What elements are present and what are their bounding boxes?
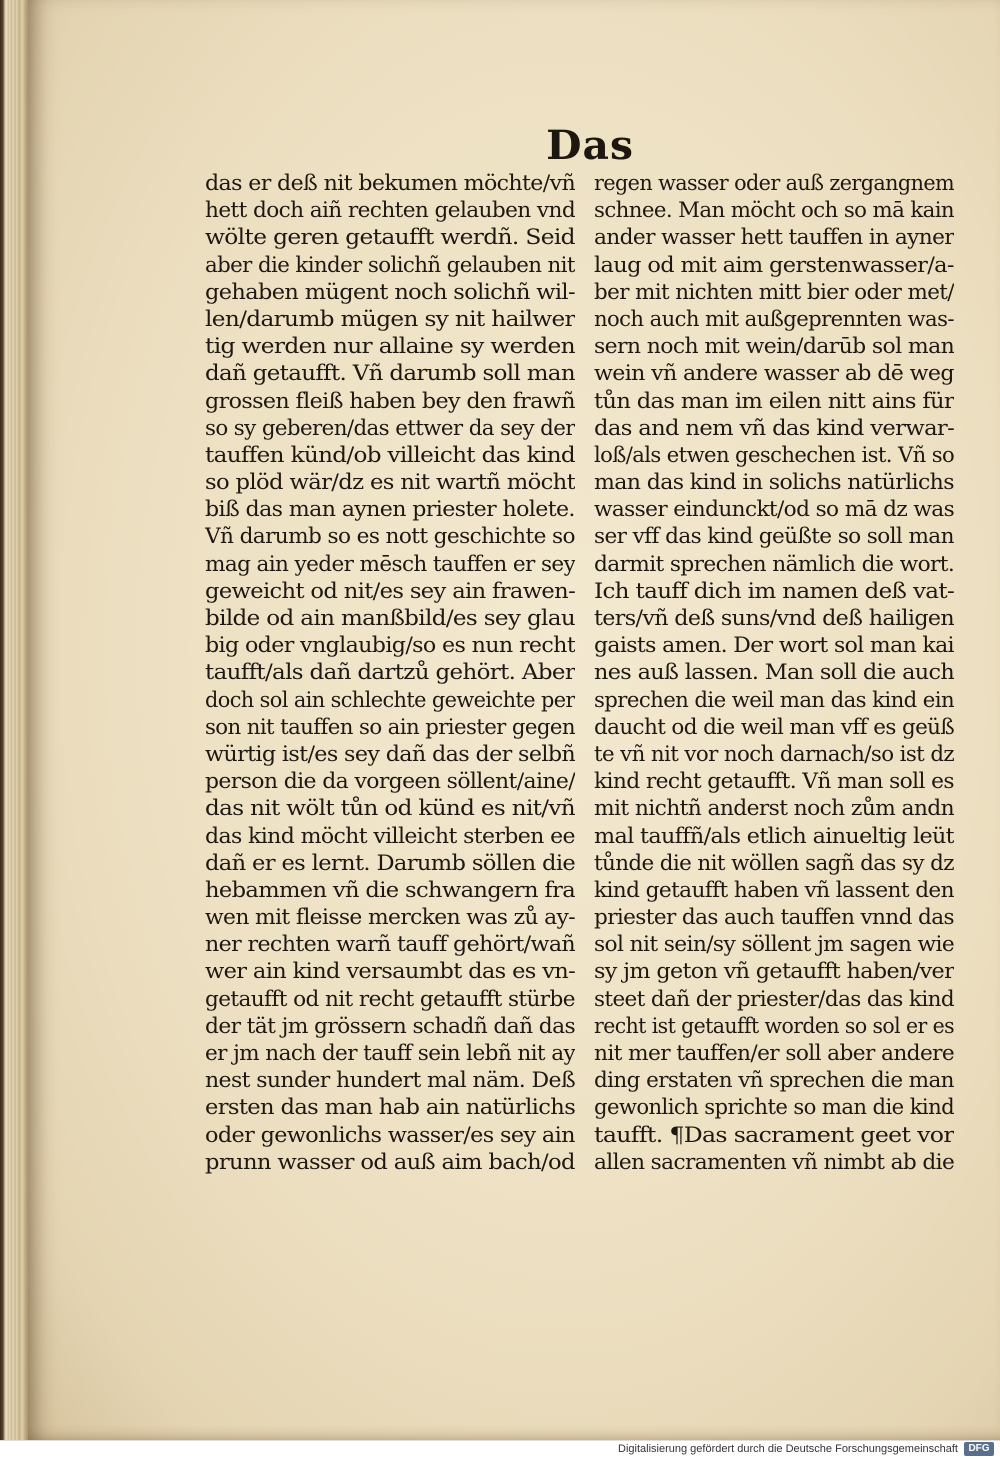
text-line: ding erstaten vñ sprechen die man [594,1068,954,1093]
text-line: gehaben mügent noch solichñ wil- [205,279,575,304]
text-line: len/darumb mügen sy nit hailwer [205,306,575,331]
running-head: Das [546,122,634,169]
text-line: steet dañ der priester/das das kind [594,986,954,1011]
text-line: bilde od ain manßbild/es sey glau [205,606,575,630]
text-line: wasser eindunckt/od so mā dz was [594,497,954,522]
text-line: grossen fleiß haben bey den frawñ [205,388,575,413]
text-line: ber mit nichten mitt bier oder met/ [594,279,954,304]
text-line: ersten das man hab ain natürlichs [205,1095,575,1120]
text-line: man das kind in solichs natürlichs [594,470,954,495]
text-line: tauffen künd/ob villeicht das kind [205,442,575,467]
text-line: Ich tauff dich im namen deß vat- [594,578,954,603]
text-line: kind recht getaufft. Vñ man soll es [594,769,954,794]
text-line: aber die kinder solichñ gelauben nit [205,252,575,277]
text-line: ser vff das kind geüßte so soll man [594,524,954,549]
text-line: biß das man aynen priester holete. [205,497,575,522]
text-line: dañ er es lernt. Darumb söllen die [205,850,575,875]
text-line: wein vñ andere wasser ab dē weg [594,361,954,386]
text-line: sol nit sein/sy söllent jm sagen wie [594,932,954,957]
dfg-logo-icon: DFG [964,1442,994,1456]
text-line: darmit sprechen nämlich die wort. [594,551,954,576]
text-line: daucht od die weil man vff es geüß [594,714,954,739]
text-line: tig werden nur allaine sy werden [205,334,575,359]
text-line: hebammen vñ die schwangern fra [205,877,575,902]
text-line: son nit tauffen so ain priester gegen [205,714,575,739]
text-line: sprechen die weil man das kind ein [594,687,954,712]
text-line: regen wasser oder auß zergangnem [594,171,954,195]
text-line: getaufft od nit recht getaufft stürbe [205,986,575,1011]
text-line: loß/als etwen geschechen ist. Vñ so [594,442,954,467]
text-line: nest sunder hundert mal näm. Deß [205,1068,575,1093]
text-line: ters/vñ deß suns/vnd deß hailigen [594,606,954,630]
text-line: nes auß lassen. Man soll die auch [594,660,954,685]
text-line: das nit wölt tůn od künd es nit/vñ [205,796,575,821]
text-line: gewonlich sprichte so man die kind [594,1095,954,1120]
text-line: geweicht od nit/es sey ain frawen- [205,578,575,603]
text-line: sy jm geton vñ getaufft haben/ver [594,959,954,984]
text-line: so sy geberen/das ettwer da sey der [205,415,575,440]
text-line: doch sol ain schlechte geweichte per [205,687,575,712]
text-line: ner rechten warñ tauff gehört/wañ [205,932,575,957]
text-line: big oder vnglaubig/so es nun recht [205,633,575,658]
text-line: taufft/als dañ dartzů gehört. Aber [205,660,575,685]
text-line: wer ain kind versaumbt das es vn- [205,959,575,984]
text-line: sern noch mit wein/darūb sol man [594,334,954,359]
text-line: mal tauffñ/als etlich ainueltig leüt [594,823,954,848]
left-text-column [205,170,575,1176]
text-line: wen mit fleisse mercken was zů ay- [205,905,575,930]
text-line: schnee. Man möcht och so mā kain [594,198,954,223]
text-line: würtig ist/es sey dañ das der selbñ [205,741,575,766]
funding-credit: Digitalisierung gefördert durch die Deutsche Forschungsgemeinschaft [618,1443,958,1455]
text-line: hett doch aiñ rechten gelauben vnd [205,198,575,223]
text-line: das kind möcht villeicht sterben ee [205,823,575,848]
text-line: das er deß nit bekumen möchte/vñ [205,171,575,195]
text-line: noch auch mit außgeprennten was- [594,306,954,331]
text-line: priester das auch tauffen vnnd das [594,905,954,930]
text-line: te vñ nit vor noch darnach/so ist dz [594,741,954,766]
text-line: oder gewonlichs wasser/es sey ain [205,1122,575,1147]
text-line: wölte geren getaufft werdñ. Seid [205,225,575,250]
text-line: allen sacramenten vñ nimbt ab die [594,1149,954,1174]
right-text-column [594,170,954,1176]
text-line: der tät jm grössern schadñ dañ das [205,1013,575,1038]
text-line: kind getaufft haben vñ lassent den [594,877,954,902]
text-line: ander wasser hett tauffen in ayner [594,225,954,250]
text-line: prunn wasser od auß aim bach/od [205,1149,575,1174]
text-line: mit nichtñ anderst noch zům andn [594,796,954,821]
text-line: recht ist getaufft worden so sol er es [594,1013,954,1038]
text-line: laug od mit aim gerstenwasser/a- [594,252,954,277]
text-line: tůnde die nit wöllen sagñ das sy dz [594,850,954,875]
text-line: mag ain yeder mēsch tauffen er sey [205,551,575,576]
text-line: gaists amen. Der wort sol man kai [594,633,954,658]
text-line: das and nem vñ das kind verwar- [594,415,954,440]
text-line: person die da vorgeen söllent/aine/ [205,769,575,794]
text-line: tůn das man im eilen nitt ains für [594,388,954,413]
text-line: taufft. ¶Das sacrament geet vor [594,1122,954,1147]
text-line: so plöd wär/dz es nit wartñ möcht [205,470,575,495]
text-line: er jm nach der tauff sein lebñ nit ay [205,1041,575,1065]
text-line: nit mer tauffen/er soll aber andere [594,1041,954,1065]
text-line: Vñ darumb so es nott geschichte so [205,524,575,549]
text-line: dañ getaufft. Vñ darumb soll man [205,361,575,386]
